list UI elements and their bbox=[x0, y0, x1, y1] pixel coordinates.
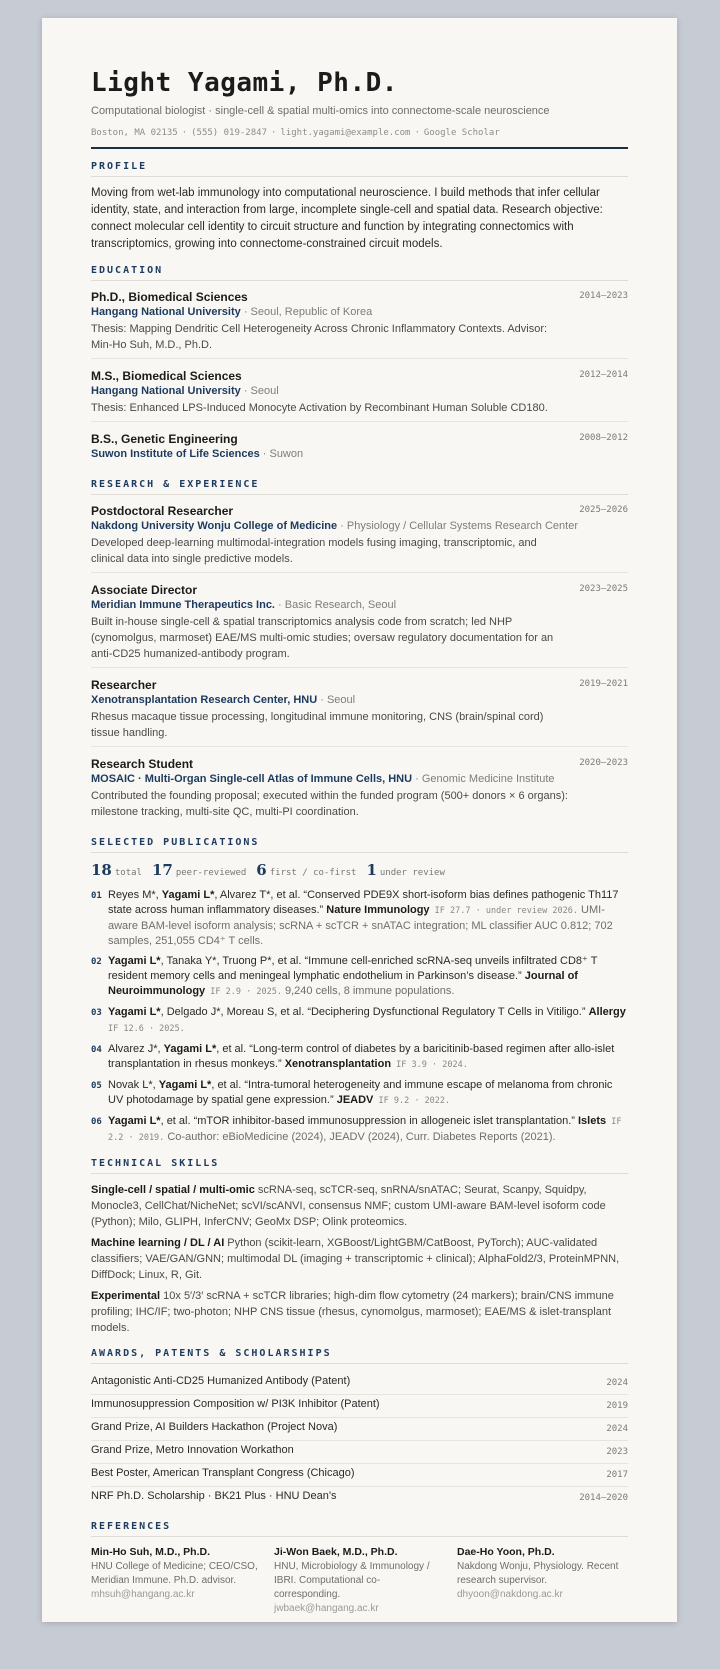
citation-impact: IF 12.6 · 2025. bbox=[108, 1024, 185, 1035]
entry-title: M.S., Biomedical Sciences bbox=[91, 369, 242, 384]
reference-name: Ji-Won Baek, M.D., Ph.D. bbox=[274, 1546, 398, 1559]
publication-item bbox=[91, 954, 628, 1000]
reference-affiliation: Nakdong Wonju, Physiology. Recent research supervisor. bbox=[457, 1561, 619, 1587]
publication-number: 05 bbox=[91, 1081, 102, 1092]
citation-authors-before: Reyes M*, bbox=[108, 889, 162, 902]
publication-citation bbox=[108, 1078, 628, 1109]
award-title: NRF Ph.D. Scholarship · BK21 Plus · HNU Dean’s bbox=[91, 1490, 337, 1503]
organization-name: Hangang National University bbox=[91, 385, 241, 398]
publication-citation bbox=[108, 1042, 628, 1073]
award-year: 2014–2020 bbox=[579, 1493, 628, 1504]
reference-name: Min-Ho Suh, M.D., Ph.D. bbox=[91, 1546, 210, 1559]
contact-email[interactable]: light.yagami@example.com bbox=[280, 128, 411, 139]
entry-dates: 2019–2021 bbox=[579, 679, 628, 690]
citation-impact: IF 9.2 · 2022. bbox=[373, 1096, 451, 1107]
publication-list bbox=[91, 888, 628, 1146]
reference-card bbox=[91, 1545, 262, 1616]
organization-name: Hangang National University bbox=[91, 306, 241, 319]
publication-number: 01 bbox=[91, 891, 102, 902]
citation-journal: Journal of Neuroimmunology bbox=[108, 970, 578, 998]
award-title: Grand Prize, AI Builders Hackathon (Project Nova) bbox=[91, 1421, 338, 1434]
award-year: 2024 bbox=[606, 1424, 628, 1435]
award-title: Grand Prize, Metro Innovation Workathon bbox=[91, 1444, 294, 1457]
skill-details: 10x 5′/3′ scRNA + scTCR libraries; high-dim flow cytometry (24 markers); brain/CNS immune profiling; IHC/IF; two-photon; NHP CNS tissue (rhesus, cynomolgus, marmoset); EAE/MS & islet-transplant models. bbox=[91, 1290, 614, 1335]
citation-authors-before: Alvarez J*, bbox=[108, 1043, 164, 1056]
organization-name: Xenotransplantation Research Center, HNU bbox=[91, 694, 318, 707]
reference-name: Dae-Ho Yoon, Ph.D. bbox=[457, 1546, 555, 1559]
stat-count: 17 bbox=[151, 861, 173, 880]
citation-self-author: Yagami L* bbox=[108, 1006, 161, 1019]
publication-item bbox=[91, 1005, 628, 1037]
award-title: Immunosuppression Composition w/ PI3K Inhibitor (Patent) bbox=[91, 1398, 380, 1411]
contact-location: Boston, MA 02135 bbox=[91, 128, 178, 139]
publication-number: 06 bbox=[91, 1117, 102, 1128]
education-list bbox=[91, 289, 628, 467]
skill-details: Python (scikit-learn, XGBoost/LightGBM/CatBoost, PyTorch); AUC-validated classifiers; VAE/GAN/GNN; multimodal DL (imaging + transcriptomic + clinical); AlphaFold2/3, ProteinMPNN, DiffDock; Linux, R, Git. bbox=[91, 1237, 620, 1282]
reference-card bbox=[457, 1545, 628, 1616]
entry-organization bbox=[91, 384, 628, 399]
citation-title: , et al. “mTOR inhibitor-based immunosuppression in allogeneic islet transplantation.” bbox=[160, 1115, 578, 1128]
citation-title: , Delgado J*, Moreau S, et al. “Deciphering Dysfunctional Regulatory T Cells in Vitiligo.” bbox=[160, 1006, 589, 1019]
contact-line bbox=[91, 128, 628, 149]
publication-item bbox=[91, 1114, 628, 1146]
reference-affiliation: HNU, Microbiology & Immunology / IBRI. Computational co-corresponding. bbox=[274, 1561, 430, 1601]
reference-email[interactable]: jwbaek@hangang.ac.kr bbox=[274, 1603, 379, 1615]
publication-number: 03 bbox=[91, 1008, 102, 1019]
skill-row bbox=[91, 1182, 628, 1230]
entry-description: Thesis: Enhanced LPS-Induced Monocyte Activation by Recombinant Human Soluble CD180. bbox=[91, 402, 548, 415]
citation-journal: Allergy bbox=[588, 1006, 626, 1019]
citation-note: UMI-aware BAM-level isoform analysis; scRNA + scTCR + snATAC integration; ML classifier AUC 0.812; 702 samples, 251,055 CD4⁺ T cells. bbox=[108, 904, 613, 948]
entry-description: Developed deep-learning multimodal-integration models fusing imaging, transcriptomic, and clinical data into single predictive models. bbox=[91, 537, 537, 566]
publication-number: 02 bbox=[91, 957, 102, 968]
award-row bbox=[91, 1441, 628, 1464]
education-entry bbox=[91, 289, 628, 359]
entry-title: Associate Director bbox=[91, 583, 198, 598]
awards-heading: AWARDS, PATENTS & SCHOLARSHIPS bbox=[91, 1348, 628, 1364]
references-list bbox=[91, 1545, 628, 1616]
entry-description: Thesis: Mapping Dendritic Cell Heterogeneity Across Chronic Inflammatory Contexts. Advisor: Min-Ho Suh, M.D., Ph.D. bbox=[91, 323, 548, 352]
publication-item bbox=[91, 1042, 628, 1073]
tagline: Computational biologist · single-cell & spatial multi-omics into connectome-scale neuroscience bbox=[91, 105, 550, 118]
citation-authors-before: Novak L*, bbox=[108, 1079, 159, 1092]
candidate-name: Light Yagami, Ph.D. bbox=[91, 68, 398, 98]
experience-list bbox=[91, 503, 628, 825]
publication-stat bbox=[91, 861, 142, 880]
award-title: Best Poster, American Transplant Congress (Chicago) bbox=[91, 1467, 355, 1480]
citation-title: , Alvarez T*, et al. “Conserved PDE9X short-isoform bias defines pathogenic Th117 state across human inflammatory diseases.” bbox=[108, 889, 619, 917]
publication-stat bbox=[366, 861, 444, 880]
reference-email[interactable]: dhyoon@nakdong.ac.kr bbox=[457, 1589, 563, 1601]
citation-self-author: Yagami L* bbox=[158, 1079, 212, 1092]
citation-self-author: Yagami L* bbox=[108, 1115, 161, 1128]
citation-self-author: Yagami L* bbox=[163, 1043, 217, 1056]
experience-heading: RESEARCH & EXPERIENCE bbox=[91, 479, 628, 495]
entry-description: Rhesus macaque tissue processing, longitudinal immune monitoring, CNS (brain/spinal cord) tissue handling. bbox=[91, 711, 544, 740]
organization-location: · Seoul, Republic of Korea bbox=[240, 306, 373, 319]
publication-citation bbox=[108, 1005, 628, 1037]
reference-affiliation: HNU College of Medicine; CEO/CSO, Meridian Immune. Ph.D. advisor. bbox=[91, 1561, 258, 1587]
entry-dates: 2014–2023 bbox=[579, 291, 628, 302]
organization-name: Suwon Institute of Life Sciences bbox=[91, 448, 260, 461]
citation-self-author: Yagami L* bbox=[161, 889, 215, 902]
publication-stats bbox=[91, 861, 628, 880]
skill-row bbox=[91, 1288, 628, 1336]
award-year: 2024 bbox=[606, 1378, 628, 1389]
award-year: 2019 bbox=[606, 1401, 628, 1412]
organization-name: MOSAIC · Multi-Organ Single-cell Atlas of Immune Cells, HNU bbox=[91, 773, 413, 786]
education-entry bbox=[91, 431, 628, 467]
stat-count: 1 bbox=[366, 861, 377, 880]
contact-separator: · bbox=[181, 128, 188, 139]
entry-organization bbox=[91, 772, 628, 787]
skills-heading: TECHNICAL SKILLS bbox=[91, 1158, 628, 1174]
stat-label: peer-reviewed bbox=[175, 868, 247, 879]
publication-item bbox=[91, 888, 628, 949]
references-heading: REFERENCES bbox=[91, 1521, 628, 1537]
citation-title: , et al. “Intra-tumoral heterogeneity and immune escape of melanoma from chronic UV photodamage by spatial gene expression.” bbox=[108, 1079, 613, 1107]
stat-label: total bbox=[114, 868, 142, 879]
reference-email[interactable]: mhsuh@hangang.ac.kr bbox=[91, 1589, 195, 1601]
organization-location: · Seoul bbox=[317, 694, 356, 707]
organization-name: Nakdong University Wonju College of Medicine bbox=[91, 520, 338, 533]
organization-location: · Physiology / Cellular Systems Research Center bbox=[337, 520, 578, 533]
citation-title: , Tanaka Y*, Truong P*, et al. “Immune cell-enriched scRNA-seq unveils infiltrated CD8⁺ T resident memory cells and meningeal lymphatic endothelium in Parkinson’s disease.” bbox=[108, 955, 598, 983]
reference-card bbox=[274, 1545, 445, 1616]
experience-entry bbox=[91, 677, 628, 747]
entry-dates: 2008–2012 bbox=[579, 433, 628, 444]
awards-list bbox=[91, 1372, 628, 1509]
skill-details: scRNA-seq, scTCR-seq, snRNA/snATAC; Seurat, Scanpy, Squidpy, Monocle3, CellChat/NicheNet; scVI/scANVI, consensus NMF; custom UMI-aware BAM-level isoform code (Python); Milo, GLIPH, InferCNV; GeoMx DSP; Olink proteomics. bbox=[91, 1184, 606, 1229]
organization-name: Meridian Immune Therapeutics Inc. bbox=[91, 599, 275, 612]
award-row bbox=[91, 1464, 628, 1487]
skill-row bbox=[91, 1235, 628, 1283]
entry-dates: 2020–2023 bbox=[579, 758, 628, 769]
award-year: 2023 bbox=[606, 1447, 628, 1458]
profile-heading: PROFILE bbox=[91, 161, 628, 177]
contact-phone: (555) 019-2847 bbox=[191, 128, 267, 139]
entry-dates: 2023–2025 bbox=[579, 584, 628, 595]
stat-label: under review bbox=[379, 868, 445, 879]
organization-location: · Basic Research, Seoul bbox=[275, 599, 397, 612]
stat-count: 18 bbox=[91, 861, 112, 880]
publication-citation bbox=[108, 954, 628, 1000]
citation-journal: JEADV bbox=[336, 1094, 374, 1107]
entry-organization bbox=[91, 519, 628, 534]
entry-dates: 2025–2026 bbox=[579, 505, 628, 516]
publication-citation bbox=[108, 888, 628, 949]
entry-title: Researcher bbox=[91, 678, 157, 693]
entry-title: Research Student bbox=[91, 757, 194, 772]
contact-separator: · bbox=[414, 128, 420, 139]
citation-impact: IF 27.7 · under review 2026. bbox=[429, 906, 578, 917]
experience-entry bbox=[91, 503, 628, 573]
experience-entry bbox=[91, 756, 628, 825]
entry-organization bbox=[91, 447, 628, 462]
google-scholar-link[interactable]: Google Scholar bbox=[423, 128, 500, 139]
organization-location: · Suwon bbox=[259, 448, 304, 461]
publication-stat bbox=[152, 861, 246, 880]
citation-note: 9,240 cells, 8 immune populations. bbox=[281, 985, 455, 998]
entry-title: B.S., Genetic Engineering bbox=[91, 432, 238, 447]
organization-location: · Genomic Medicine Institute bbox=[412, 773, 555, 786]
award-year: 2017 bbox=[606, 1470, 628, 1481]
skill-category: Single-cell / spatial / multi-omic bbox=[91, 1184, 255, 1197]
publication-number: 04 bbox=[91, 1045, 102, 1056]
publication-stat bbox=[256, 861, 356, 880]
citation-impact: IF 3.9 · 2024. bbox=[391, 1060, 468, 1071]
citation-journal: Xenotransplantation bbox=[284, 1058, 392, 1071]
award-title: Antagonistic Anti-CD25 Humanized Antibody (Patent) bbox=[91, 1375, 351, 1388]
citation-impact: IF 2.9 · 2025. bbox=[205, 987, 282, 998]
resume-page bbox=[42, 18, 677, 1622]
entry-organization bbox=[91, 305, 628, 320]
entry-dates: 2012–2014 bbox=[579, 370, 628, 381]
entry-description: Built in-house single-cell & spatial transcriptomics analysis code from scratch; led NHP (cynomolgus, marmoset) EAE/MS multi-omic studies; oversaw regulatory documentation for an anti-CD25 humanized-antibody program. bbox=[91, 616, 554, 661]
award-row bbox=[91, 1372, 628, 1395]
award-row bbox=[91, 1487, 628, 1509]
skill-category: Experimental bbox=[91, 1290, 161, 1303]
award-row bbox=[91, 1395, 628, 1418]
citation-note: Co-author: eBioMedicine (2024), JEADV (2024), Curr. Diabetes Reports (2021). bbox=[164, 1131, 556, 1144]
citation-journal: Nature Immunology bbox=[326, 904, 430, 917]
entry-description: Contributed the founding proposal; executed within the funded program (500+ donors × 6 organs): milestone tracking, multi-site QC, multi-PI coordination. bbox=[91, 790, 568, 819]
publication-item bbox=[91, 1078, 628, 1109]
skills-list bbox=[91, 1182, 628, 1336]
entry-title: Postdoctoral Researcher bbox=[91, 504, 234, 519]
publication-citation bbox=[108, 1114, 628, 1146]
publications-heading: SELECTED PUBLICATIONS bbox=[91, 837, 628, 853]
stat-label: first / co-first bbox=[269, 868, 357, 879]
stat-count: 6 bbox=[256, 861, 267, 880]
profile-text: Moving from wet-lab immunology into computational neuroscience. I build methods that infer cellular identity, state, and interaction from large, incomplete single-cell and spatial data. Research objective: connect molecular cell identity to circuit structure and function by integrating connectomics with transcriptomics, growing into connectome-constrained circuit models. bbox=[91, 187, 603, 251]
entry-organization bbox=[91, 693, 628, 708]
citation-journal: Islets bbox=[577, 1115, 607, 1128]
entry-title: Ph.D., Biomedical Sciences bbox=[91, 290, 248, 305]
education-entry bbox=[91, 368, 628, 422]
organization-location: · Seoul bbox=[240, 385, 279, 398]
contact-separator: · bbox=[270, 128, 277, 139]
education-heading: EDUCATION bbox=[91, 265, 628, 281]
skill-category: Machine learning / DL / AI bbox=[91, 1237, 225, 1250]
entry-organization bbox=[91, 598, 628, 613]
citation-self-author: Yagami L* bbox=[108, 955, 161, 968]
citation-impact: IF 2.2 · 2019. bbox=[108, 1117, 622, 1144]
award-row bbox=[91, 1418, 628, 1441]
citation-title: , et al. “Long-term control of diabetes by a baricitinib-based regimen after allo-islet transplantation in rhesus monkeys.” bbox=[108, 1043, 615, 1071]
experience-entry bbox=[91, 582, 628, 668]
